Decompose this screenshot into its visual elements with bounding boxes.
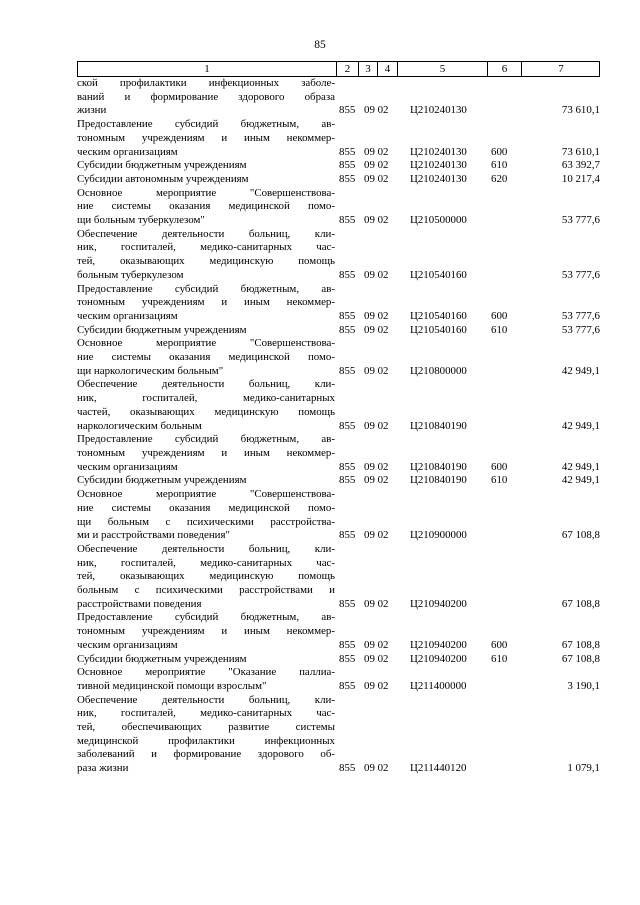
amount: 73 610,1 <box>561 145 600 158</box>
section-code: 09 02 <box>364 159 389 172</box>
target-article: Ц210540160 <box>410 309 467 322</box>
description-line: заболеваний и формирование здорового об- <box>77 748 335 761</box>
description-line: Основное мероприятие "Совершенствова- <box>77 186 335 199</box>
description-line: щи наркологическим больным" <box>77 364 224 377</box>
row-values <box>77 310 600 324</box>
amount: 10 217,4 <box>561 172 600 185</box>
admin-code: 855 <box>339 268 356 281</box>
header-col-5: 5 <box>439 63 446 75</box>
description-line: частей, оказывающих медицинскую помощь <box>77 405 335 418</box>
section-code: 09 02 <box>364 309 389 322</box>
amount: 53 777,6 <box>561 323 600 336</box>
section-code: 09 02 <box>364 104 389 117</box>
description-line: медицинской профилактики инфекционных <box>77 734 335 747</box>
description-line: тономным учреждениям и иным некоммер- <box>77 131 335 144</box>
amount: 63 392,7 <box>561 159 600 172</box>
amount: 42 949,1 <box>561 460 600 473</box>
amount: 42 949,1 <box>561 364 600 377</box>
target-article: Ц210540160 <box>410 323 467 336</box>
header-col-2: 2 <box>344 63 351 75</box>
description-line: тей, оказывающих медицинскую помощь <box>77 570 335 583</box>
amount: 3 190,1 <box>567 679 600 692</box>
description-line: ние системы оказания медицинской помо- <box>77 501 335 514</box>
target-article: Ц210540160 <box>410 268 467 281</box>
section-code: 09 02 <box>364 419 389 432</box>
expense-type: 610 <box>491 652 508 665</box>
row-values <box>77 653 600 667</box>
description-line: Обеспечение деятельности больниц, кли- <box>77 693 335 706</box>
amount: 1 079,1 <box>567 762 600 775</box>
table-row <box>77 694 600 776</box>
description-line: Основное мероприятие "Совершенствова- <box>77 337 335 350</box>
section-code: 09 02 <box>364 597 389 610</box>
row-values <box>77 762 600 776</box>
admin-code: 855 <box>339 214 356 227</box>
target-article: Ц210840190 <box>410 419 467 432</box>
description-line: жизни <box>77 104 107 117</box>
table-row <box>77 283 600 324</box>
table-row <box>77 118 600 159</box>
expense-type: 600 <box>491 309 508 322</box>
target-article: Ц210800000 <box>410 364 467 377</box>
amount: 42 949,1 <box>561 419 600 432</box>
row-values <box>77 159 600 173</box>
table-row <box>77 228 600 283</box>
description-line: тономным учреждениям и иным некоммер- <box>77 446 335 459</box>
amount: 67 108,8 <box>561 597 600 610</box>
expense-type: 610 <box>491 323 508 336</box>
description-line: ник, госпиталей, медико-санитарных час- <box>77 707 335 720</box>
row-values <box>77 529 600 543</box>
admin-code: 855 <box>339 474 356 487</box>
description-line: Предоставление субсидий бюджетным, ав- <box>77 433 335 446</box>
description-line: раза жизни <box>77 762 129 775</box>
admin-code: 855 <box>339 638 356 651</box>
section-code: 09 02 <box>364 474 389 487</box>
row-values <box>77 214 600 228</box>
description-line: Предоставление субсидий бюджетным, ав- <box>77 118 335 131</box>
header-col-6: 6 <box>501 63 508 75</box>
expense-type: 610 <box>491 159 508 172</box>
target-article: Ц210500000 <box>410 214 467 227</box>
header-col-3: 3 <box>365 63 371 75</box>
description-line: Субсидии бюджетным учреждениям <box>77 159 247 172</box>
description-line: ческим организациям <box>77 638 178 651</box>
row-values <box>77 420 600 434</box>
description-line: Основное мероприятие "Совершенствова- <box>77 488 335 501</box>
admin-code: 855 <box>339 172 356 185</box>
description-line: Субсидии бюджетным учреждениям <box>77 323 247 336</box>
target-article: Ц210900000 <box>410 529 467 542</box>
description-line: больным с психическими расстройствами и <box>77 584 335 597</box>
row-values <box>77 269 600 283</box>
description-line: ской профилактики инфекционных заболе- <box>77 77 335 89</box>
admin-code: 855 <box>339 679 356 692</box>
admin-code: 855 <box>339 364 356 377</box>
target-article: Ц211440120 <box>410 762 467 775</box>
admin-code: 855 <box>339 104 356 117</box>
section-code: 09 02 <box>364 460 389 473</box>
row-values <box>77 146 600 160</box>
section-code: 09 02 <box>364 145 389 158</box>
description-line: Предоставление субсидий бюджетным, ав- <box>77 282 335 295</box>
description-line: ми и расстройствами поведения" <box>77 529 230 542</box>
table-row <box>77 433 600 474</box>
page-number: 85 <box>314 39 326 51</box>
section-code: 09 02 <box>364 172 389 185</box>
table-row <box>77 611 600 652</box>
table-row <box>77 666 600 693</box>
description-line: щи больным с психическими расстройства- <box>77 515 335 528</box>
admin-code: 855 <box>339 323 356 336</box>
section-code: 09 02 <box>364 323 389 336</box>
description-line: ческим организациям <box>77 145 178 158</box>
target-article: Ц210940200 <box>410 638 467 651</box>
row-values <box>77 474 600 488</box>
table-header <box>77 61 600 77</box>
description-line: Обеспечение деятельности больниц, кли- <box>77 542 335 555</box>
table-row <box>77 378 600 433</box>
table-row <box>77 159 600 173</box>
description-line: Субсидии бюджетным учреждениям <box>77 652 247 665</box>
target-article: Ц210940200 <box>410 652 467 665</box>
admin-code: 855 <box>339 597 356 610</box>
target-article: Ц210840190 <box>410 460 467 473</box>
table-row <box>77 173 600 187</box>
target-article: Ц210940200 <box>410 597 467 610</box>
table-row <box>77 187 600 228</box>
expense-type: 620 <box>491 172 508 185</box>
description-line: ваний и формирование здорового образа <box>77 90 335 103</box>
admin-code: 855 <box>339 145 356 158</box>
amount: 42 949,1 <box>561 474 600 487</box>
amount: 53 777,6 <box>561 268 600 281</box>
description-line: ник, госпиталей, медико-санитарных час- <box>77 556 335 569</box>
description-line: ник, госпиталей, медико-санитарных час- <box>77 241 335 254</box>
description-line: Субсидии автономным учреждениям <box>77 172 249 185</box>
admin-code: 855 <box>339 762 356 775</box>
description-line: тономным учреждениям и иным некоммер- <box>77 625 335 638</box>
admin-code: 855 <box>339 419 356 432</box>
target-article: Ц210240130 <box>410 145 467 158</box>
section-code: 09 02 <box>364 679 389 692</box>
admin-code: 855 <box>339 460 356 473</box>
target-article: Ц211400000 <box>410 679 467 692</box>
row-values <box>77 639 600 653</box>
row-values <box>77 461 600 475</box>
target-article: Ц210240130 <box>410 104 467 117</box>
description-line: Обеспечение деятельности больниц, кли- <box>77 227 335 240</box>
target-article: Ц210240130 <box>410 172 467 185</box>
amount: 53 777,6 <box>561 309 600 322</box>
target-article: Ц210240130 <box>410 159 467 172</box>
section-code: 09 02 <box>364 529 389 542</box>
section-code: 09 02 <box>364 652 389 665</box>
description-line: ческим организациям <box>77 460 178 473</box>
header-col-1: 1 <box>204 63 210 75</box>
description-line: Предоставление субсидий бюджетным, ав- <box>77 611 335 624</box>
amount: 67 108,8 <box>561 638 600 651</box>
amount: 53 777,6 <box>561 214 600 227</box>
expense-type: 600 <box>491 460 508 473</box>
row-values <box>77 173 600 187</box>
section-code: 09 02 <box>364 364 389 377</box>
table-row <box>77 474 600 488</box>
description-line: Основное мероприятие "Оказание паллиа- <box>77 666 335 679</box>
table-row <box>77 543 600 612</box>
table-row <box>77 337 600 378</box>
amount: 67 108,8 <box>561 529 600 542</box>
row-values <box>77 598 600 612</box>
target-article: Ц210840190 <box>410 474 467 487</box>
description-line: ние системы оказания медицинской помо- <box>77 200 335 213</box>
header-col-4: 4 <box>384 63 391 75</box>
table-row <box>77 653 600 667</box>
budget-table <box>77 61 600 776</box>
header-col-7: 7 <box>558 63 564 75</box>
description-line: наркологическим больным <box>77 419 202 432</box>
row-values <box>77 324 600 338</box>
description-line: тивной медицинской помощи взрослым" <box>77 679 267 692</box>
admin-code: 855 <box>339 309 356 322</box>
section-code: 09 02 <box>364 268 389 281</box>
description-line: тей, оказывающих медицинскую помощь <box>77 255 335 268</box>
row-values <box>77 680 600 694</box>
amount: 67 108,8 <box>561 652 600 665</box>
description-line: тей, обеспечивающих развитие системы <box>77 721 335 734</box>
table-row <box>77 324 600 338</box>
expense-type: 600 <box>491 638 508 651</box>
table-body <box>77 77 600 776</box>
amount: 73 610,1 <box>561 104 600 117</box>
row-values <box>77 365 600 379</box>
expense-type: 610 <box>491 474 508 487</box>
admin-code: 855 <box>339 529 356 542</box>
admin-code: 855 <box>339 159 356 172</box>
description-line: расстройствами поведения <box>77 597 202 610</box>
description-line: тономным учреждениям и иным некоммер- <box>77 296 335 309</box>
description-line: Субсидии бюджетным учреждениям <box>77 474 247 487</box>
description-line: ние системы оказания медицинской помо- <box>77 351 335 364</box>
description-line: ческим организациям <box>77 309 178 322</box>
description-line: ник, госпиталей, медико-санитарных <box>77 392 335 405</box>
table-row <box>77 77 600 118</box>
admin-code: 855 <box>339 652 356 665</box>
section-code: 09 02 <box>364 762 389 775</box>
row-values <box>77 104 600 118</box>
description-line: больным туберкулезом <box>77 268 184 281</box>
section-code: 09 02 <box>364 214 389 227</box>
section-code: 09 02 <box>364 638 389 651</box>
description-line: щи больным туберкулезом" <box>77 214 205 227</box>
table-row <box>77 488 600 543</box>
description-line: Обеспечение деятельности больниц, кли- <box>77 378 335 391</box>
expense-type: 600 <box>491 145 508 158</box>
